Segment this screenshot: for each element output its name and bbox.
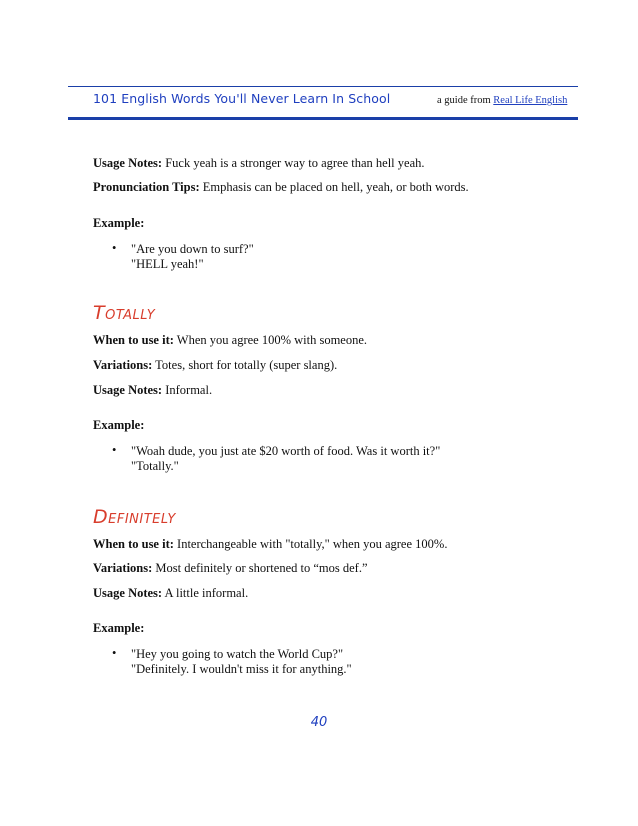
book-title: 101 English Words You'll Never Learn In School	[93, 91, 391, 106]
definitely-example-line-1: "Hey you going to watch the World Cup?"	[131, 647, 344, 661]
intro-example-line-2: "HELL yeah!"	[131, 257, 204, 271]
usage-notes-label: Usage Notes:	[93, 156, 163, 170]
pronunciation-label: Pronunciation Tips:	[93, 180, 200, 194]
bullet-icon: •	[112, 443, 117, 457]
totally-usage-notes: Usage Notes: Informal.	[93, 383, 213, 397]
guide-attribution	[437, 95, 567, 106]
bullet-icon: •	[112, 646, 117, 660]
real-life-english-link[interactable]: Real Life English	[493, 95, 568, 106]
page-number: 40	[310, 715, 328, 730]
definitely-example-label: Example:	[93, 621, 145, 635]
intro-example-label: Example:	[93, 216, 145, 230]
intro-usage-notes	[93, 156, 425, 171]
definitely-example-line-2: "Definitely. I wouldn't miss it for anything."	[131, 662, 352, 676]
section-title-totally: Totally	[93, 302, 156, 324]
header-bottom-rule	[68, 117, 578, 120]
totally-example-line-1: "Woah dude, you just ate $20 worth of food. Was it worth it?"	[131, 444, 441, 458]
totally-example-label: Example:	[93, 418, 145, 432]
intro-example-line-1: "Are you down to surf?"	[131, 242, 254, 256]
totally-example-line-2: "Totally."	[131, 459, 179, 473]
intro-pronunciation-tips	[93, 180, 469, 195]
totally-when-to-use: When to use it: When you agree 100% with someone.	[93, 333, 368, 347]
definitely-usage-notes: Usage Notes: A little informal.	[93, 586, 249, 600]
bullet-icon: •	[112, 241, 117, 255]
usage-notes-text: Fuck yeah is a stronger way to agree than hell yeah.	[162, 156, 425, 170]
pronunciation-text: Emphasis can be placed on hell, yeah, or both words.	[199, 180, 469, 194]
guide-prefix: a guide from	[437, 95, 494, 106]
section-title-definitely: Definitely	[93, 506, 176, 528]
definitely-variations: Variations: Most definitely or shortened to “mos def.”	[93, 561, 368, 575]
definitely-when-to-use: When to use it: Interchangeable with "totally," when you agree 100%.	[93, 537, 448, 551]
header-top-rule	[68, 86, 578, 87]
totally-variations: Variations: Totes, short for totally (super slang).	[93, 358, 338, 372]
